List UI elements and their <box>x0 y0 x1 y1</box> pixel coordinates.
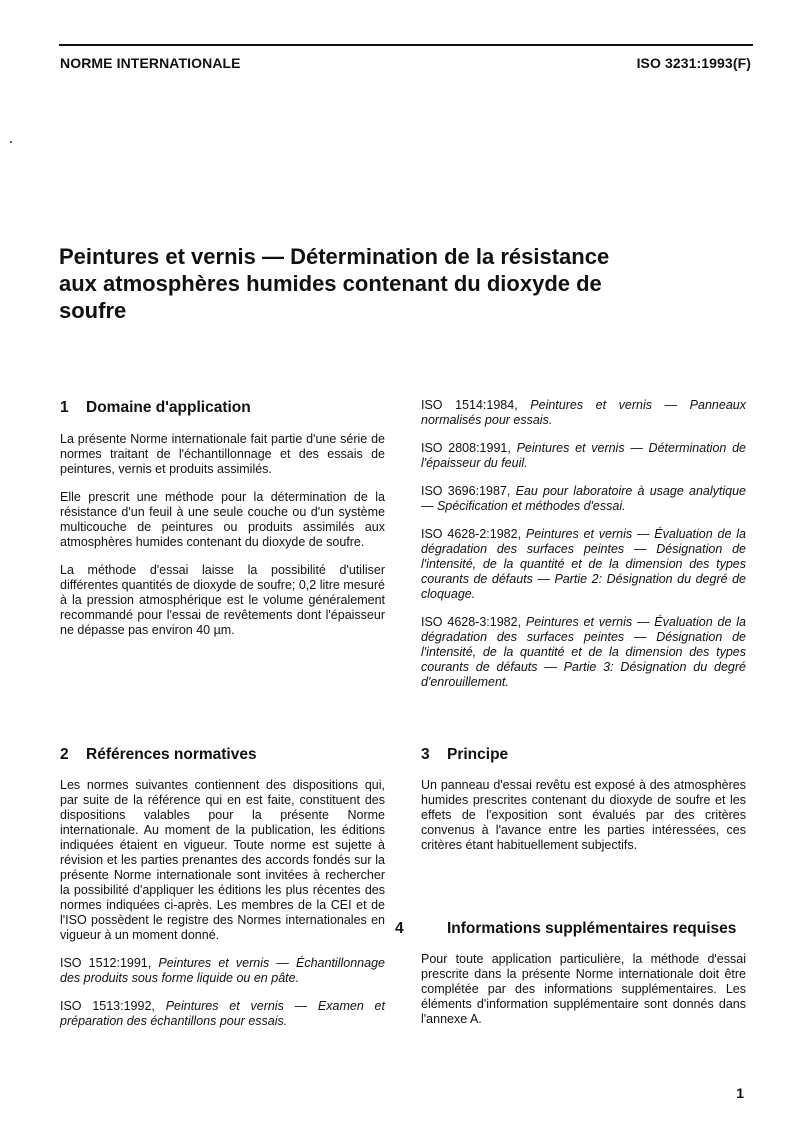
reference-item: ISO 1512:1991, Peintures et vernis — Échantillonnage des produits sous forme liquide ou en pâte. <box>60 956 385 985</box>
header-document-type: NORME INTERNATIONALE <box>60 55 241 71</box>
paragraph: Les normes suivantes contiennent des dispositions qui, par suite de la référence qui en est faite, constituent des dispositions valables pour la présente Norme internationale. Au moment de la publication, les éditions indiquées étaient en vigueur. Toute norme est sujette à révision et les parties prenantes des accords fondés sur la présente Norme internationale sont invitées à rechercher la possibilité d'appliquer les éditions les plus récentes des normes indiquées ci-après. Les membres de la CEI et de l'ISO possèdent le registre des Normes internationales en vigueur à un moment donné. <box>60 778 385 942</box>
section-number: 3 <box>421 746 430 763</box>
section-2 <box>60 745 385 1042</box>
reference-item: ISO 1513:1992, Peintures et vernis — Examen et préparation des échantillons pour essais. <box>60 999 385 1028</box>
header-rule <box>59 44 753 46</box>
section-1-heading <box>60 398 385 417</box>
paragraph: Pour toute application particulière, la méthode d'essai prescrite dans la présente Norme internationale doit être complétée par des informations supplémentaires. Les éléments d'information supplémentaire sont donnés dans l'annexe A. <box>421 952 746 1026</box>
section-title: Domaine d'application <box>86 399 251 416</box>
section-number: 4 <box>395 920 404 937</box>
section-number: 2 <box>60 746 69 763</box>
section-3 <box>421 745 746 866</box>
document-title <box>59 243 739 324</box>
references-right-column <box>421 398 746 703</box>
paragraph: Un panneau d'essai revêtu est exposé à des atmosphères humides prescrites contenant du dioxyde de soufre et les effets de l'exposition sont évalués par des critères convenus à l'avance entre les parties intéressées, ces critères étant habituellement subjectifs. <box>421 778 746 852</box>
title-line-1: Peintures et vernis — Détermination de la résistance <box>59 244 610 269</box>
title-line-3: soufre <box>59 298 127 323</box>
section-title: Références normatives <box>86 746 257 763</box>
section-1 <box>60 398 385 651</box>
section-4 <box>395 919 746 1040</box>
section-title: Informations supplémentaires requises <box>447 920 737 937</box>
reference-item: ISO 4628-2:1982, Peintures et vernis — Évaluation de la dégradation des surfaces peintes — Désignation de l'intensité, de la quantité et de la dimension des types courants de défauts — Partie 2: Désignation du degré de cloquage. <box>421 527 746 601</box>
section-2-heading <box>60 745 385 764</box>
section-number: 1 <box>60 399 69 416</box>
reference-item: ISO 3696:1987, Eau pour laboratoire à usage analytique — Spécification et méthodes d'essai. <box>421 484 746 513</box>
section-4-heading <box>395 919 746 938</box>
paragraph: La présente Norme internationale fait partie d'une série de normes traitant de l'échantillonnage et des essais de peintures, vernis et produits assimilés. <box>60 432 385 476</box>
paragraph: Elle prescrit une méthode pour la détermination de la résistance d'un feuil à une seule couche ou d'un système multicouche de peintures ou produits assimilés aux atmosphères humides contenant du dioxyde de soufre. <box>60 490 385 549</box>
section-3-heading <box>421 745 746 764</box>
section-title: Principe <box>447 746 509 763</box>
header-standard-number: ISO 3231:1993(F) <box>636 55 751 71</box>
reference-item: ISO 2808:1991, Peintures et vernis — Détermination de l'épaisseur du feuil. <box>421 441 746 470</box>
paragraph: La méthode d'essai laisse la possibilité d'utiliser différentes quantités de dioxyde de soufre; 0,2 litre mesuré à la pression atmosphérique est le volume généralement recommandé pour l'essai de revêtements dont l'épaisseur ne dépasse pas environ 40 µm. <box>60 563 385 637</box>
reference-item: ISO 4628-3:1982, Peintures et vernis — Évaluation de la dégradation des surfaces peintes — Désignation de l'intensité, de la quantité et de la dimension des types courants de défauts — Partie 3: Désignation du degré d'enrouillement. <box>421 615 746 689</box>
title-line-2: aux atmosphères humides contenant du dioxyde de <box>59 271 602 296</box>
page-number: 1 <box>736 1085 744 1101</box>
reference-item: ISO 1514:1984, Peintures et vernis — Panneaux normalisés pour essais. <box>421 398 746 427</box>
scan-speck <box>10 141 12 143</box>
